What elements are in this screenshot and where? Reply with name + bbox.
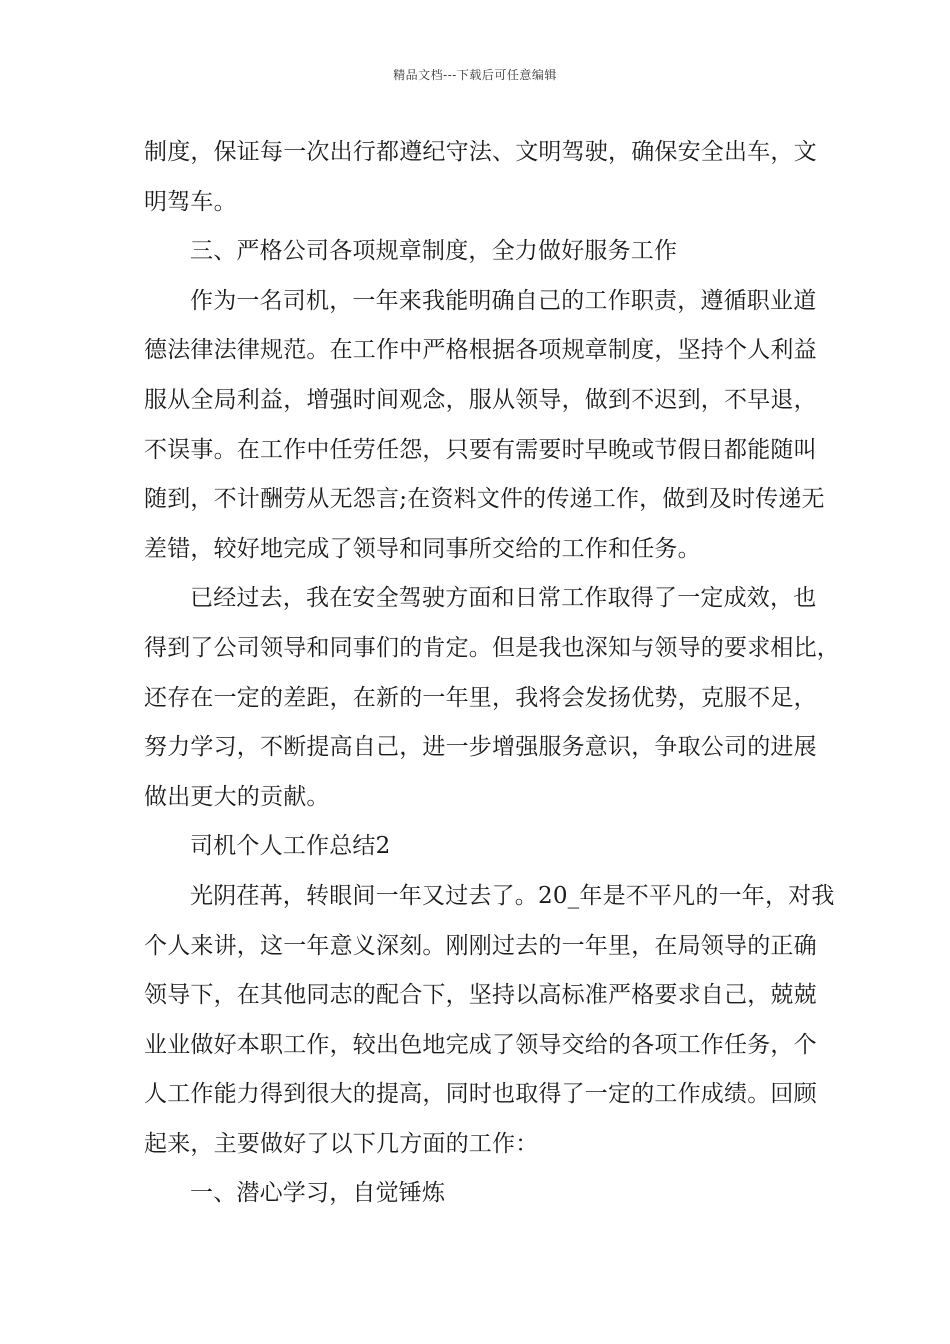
document-body <box>144 128 840 1219</box>
text-line: 服从全局利益，增强时间观念，服从领导，做到不迟到，不早退， <box>144 386 817 413</box>
section-title: 司机个人工作总结2 <box>190 833 391 860</box>
text-line: 做出更大的贡献。 <box>144 783 330 810</box>
text-line: 差错，较好地完成了领导和同事所交给的工作和任务。 <box>144 535 701 562</box>
text-line: 个人来讲，这一年意义深刻。刚刚过去的一年里，在局领导的正确 <box>144 932 817 959</box>
text-line: 起来，主要做好了以下几方面的工作： <box>144 1130 539 1157</box>
text-line: 随到，不计酬劳从无怨言;在资料文件的传递工作，做到及时传递无 <box>144 486 825 513</box>
text-line: 明驾车。 <box>144 188 237 215</box>
section-heading: 一、潜心学习，自觉锤炼 <box>190 1180 446 1207</box>
text-line: 得到了公司领导和同事们的肯定。但是我也深知与领导的要求相比， <box>144 634 840 661</box>
text-line: 努力学习，不断提高自己，进一步增强服务意识，争取公司的进展 <box>144 734 817 761</box>
text-line: 已经过去，我在安全驾驶方面和日常工作取得了一定成效，也 <box>190 585 817 612</box>
text-line: 德法律法律规范。在工作中严格根据各项规章制度，坚持个人利益 <box>144 337 817 364</box>
page-header: 精品文档---下载后可任意编辑 <box>393 68 557 82</box>
text-line: 领导下，在其他同志的配合下，坚持以高标准严格要求自己，兢兢 <box>144 982 817 1009</box>
text-line: 制度，保证每一次出行都遵纪守法、文明驾驶，确保安全出车，文 <box>144 139 817 165</box>
text-line: 人工作能力得到很大的提高，同时也取得了一定的工作成绩。回顾 <box>144 1081 817 1108</box>
text-line: 光阴荏苒，转眼间一年又过去了。20_年是不平凡的一年，对我 <box>190 882 835 909</box>
text-line: 作为一名司机，一年来我能明确自己的工作职责，遵循职业道 <box>190 287 817 314</box>
text-line: 不误事。在工作中任劳任怨，只要有需要时早晚或节假日都能随叫 <box>144 436 817 463</box>
text-line: 还存在一定的差距，在新的一年里，我将会发扬优势，克服不足， <box>144 684 817 711</box>
section-heading: 三、严格公司各项规章制度，全力做好服务工作 <box>190 238 678 265</box>
text-line: 业业做好本职工作，较出色地完成了领导交给的各项工作任务，个 <box>144 1031 817 1058</box>
